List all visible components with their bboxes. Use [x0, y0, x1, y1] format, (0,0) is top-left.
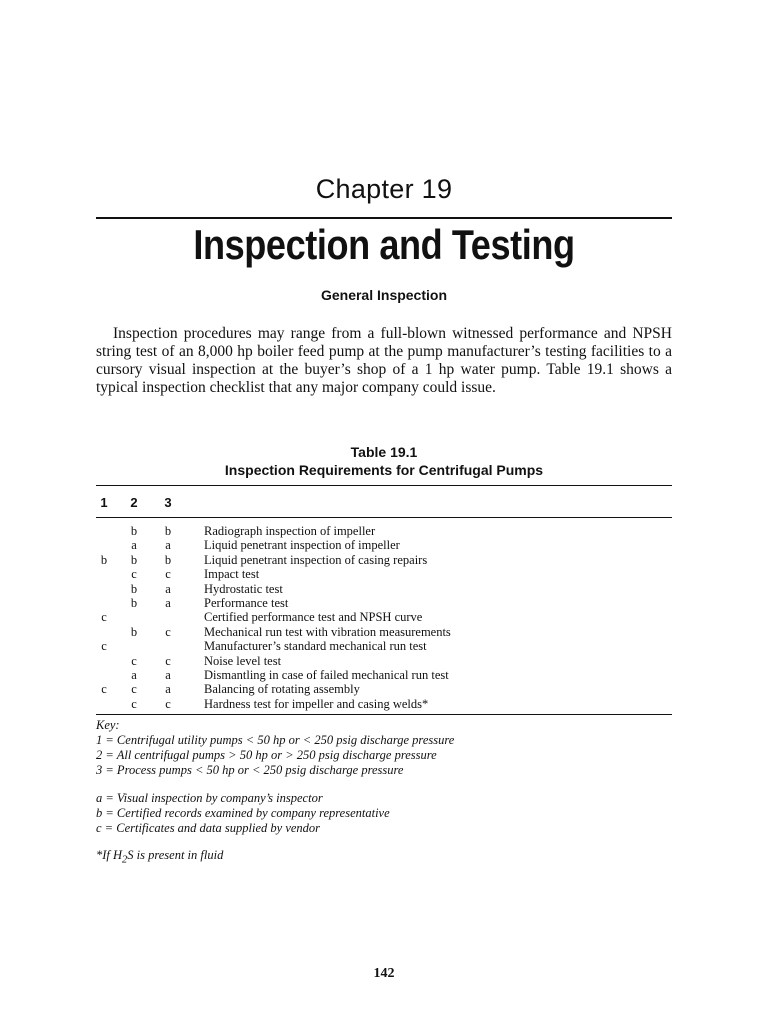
- table-row: [0, 697, 768, 711]
- requirement-text: Manufacturer’s standard mechanical run test: [204, 639, 427, 654]
- table-row: [0, 567, 768, 581]
- cell-col-2: b: [130, 552, 138, 567]
- key-pump-line: 3 = Process pumps < 50 hp or < 250 psig discharge pressure: [96, 763, 404, 777]
- table-row: [0, 538, 768, 552]
- requirement-text: Noise level test: [204, 653, 282, 668]
- requirement-text: Hardness test for impeller and casing welds*: [204, 696, 429, 711]
- footnote-text-end: S is present in fluid: [127, 848, 224, 862]
- key-pump-line: 1 = Centrifugal utility pumps < 50 hp or < 250 psig discharge pressure: [96, 733, 455, 747]
- cell-col-3: a: [165, 667, 171, 682]
- cell-col-3: a: [165, 538, 171, 553]
- table-key: [96, 718, 672, 868]
- requirement-text: Mechanical run test with vibration measurements: [204, 624, 451, 639]
- table-row: [0, 654, 768, 668]
- requirement-text: Certified performance test and NPSH curve: [204, 610, 423, 625]
- footnote-text: *If H: [96, 848, 123, 862]
- chapter-divider: [96, 217, 672, 219]
- cell-col-1: c: [101, 682, 107, 697]
- requirement-text: Liquid penetrant inspection of impeller: [204, 538, 400, 553]
- table-row: [0, 553, 768, 567]
- key-code-line: b = Certified records examined by company representative: [96, 806, 390, 820]
- requirement-text: Balancing of rotating assembly: [204, 682, 360, 697]
- cell-col-3: c: [165, 567, 171, 582]
- cell-col-3: a: [165, 595, 171, 610]
- footnote-subscript: 2: [122, 854, 128, 866]
- cell-col-3: c: [165, 696, 171, 711]
- table-bottom-rule: [96, 714, 672, 715]
- cell-col-3: c: [165, 624, 171, 639]
- table-row: [0, 668, 768, 682]
- table-row: [0, 610, 768, 624]
- table-row: [0, 582, 768, 596]
- table-body: [0, 524, 768, 711]
- column-header-1: 1: [100, 495, 108, 510]
- chapter-title: Inspection and Testing: [193, 221, 575, 268]
- cell-col-2: c: [131, 567, 137, 582]
- cell-col-1: b: [100, 552, 108, 567]
- table-row: [0, 639, 768, 653]
- requirement-text: Impact test: [204, 567, 260, 582]
- cell-col-3: b: [164, 524, 172, 538]
- table-row: [0, 596, 768, 610]
- cell-col-2: b: [130, 624, 138, 639]
- key-title: Key:: [96, 718, 120, 732]
- cell-col-2: c: [131, 653, 137, 668]
- requirement-text: Dismantling in case of failed mechanical run test: [204, 667, 449, 682]
- requirement-text: Liquid penetrant inspection of casing repairs: [204, 552, 428, 567]
- cell-col-3: c: [165, 653, 171, 668]
- cell-col-2: a: [131, 538, 137, 553]
- intro-paragraph: Inspection procedures may range from a full-blown witnessed performance and NPSH string test of an 8,000 hp boiler feed pump at the pump manufacturer’s testing facilities to a cursory visual inspection at the buyer’s shop of a 1 hp water pump. Table 19.1 shows a typical inspection checklist that any major company could issue.: [96, 325, 672, 396]
- cell-col-2: b: [130, 595, 138, 610]
- section-heading: General Inspection: [320, 287, 448, 303]
- cell-col-3: a: [165, 581, 171, 596]
- table-row: [0, 625, 768, 639]
- key-footnote: [96, 848, 672, 868]
- cell-col-3: a: [165, 682, 171, 697]
- table-column-headers: [0, 495, 768, 513]
- requirement-text: Performance test: [204, 595, 289, 610]
- table-top-rule: [96, 485, 672, 486]
- table-number: Table 19.1: [350, 444, 418, 460]
- column-header-3: 3: [164, 495, 172, 510]
- table-row: [0, 682, 768, 696]
- cell-col-1: c: [101, 610, 107, 625]
- cell-col-3: b: [164, 552, 172, 567]
- table-row: [0, 524, 768, 538]
- chapter-label: Chapter 19: [315, 174, 453, 204]
- cell-col-2: c: [131, 682, 137, 697]
- key-code-line: c = Certificates and data supplied by vendor: [96, 821, 321, 835]
- key-code-line: a = Visual inspection by company’s inspector: [96, 791, 323, 805]
- table-caption: Inspection Requirements for Centrifugal Pumps: [224, 462, 544, 478]
- key-pump-line: 2 = All centrifugal pumps > 50 hp or > 250 psig discharge pressure: [96, 748, 437, 762]
- cell-col-2: b: [130, 581, 138, 596]
- cell-col-1: c: [101, 639, 107, 654]
- table-header-rule: [96, 517, 672, 518]
- cell-col-2: c: [131, 696, 137, 711]
- page-number: 142: [373, 966, 395, 981]
- cell-col-2: a: [131, 667, 137, 682]
- column-header-2: 2: [130, 495, 138, 510]
- cell-col-2: b: [130, 524, 138, 538]
- requirement-text: Hydrostatic test: [204, 581, 283, 596]
- requirement-text: Radiograph inspection of impeller: [204, 524, 376, 538]
